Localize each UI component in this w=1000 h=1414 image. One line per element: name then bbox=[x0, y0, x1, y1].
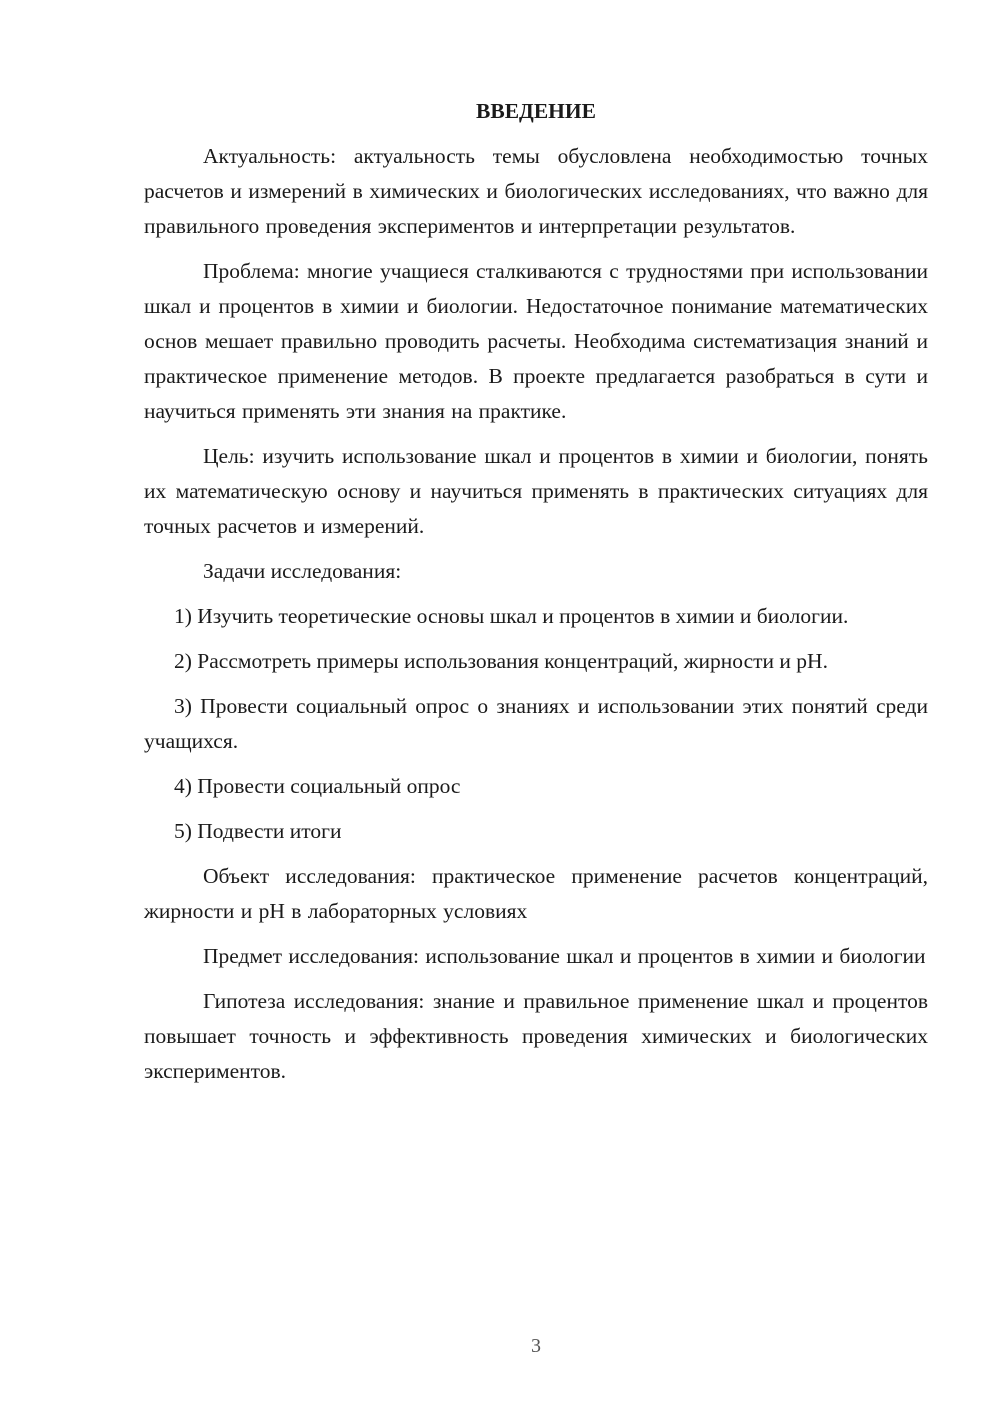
paragraph-problem: Проблема: многие учащиеся сталкиваются с трудностями при использовании шкал и процентов в химии и биологии. Недостаточное понимание математических основ мешает правильно проводить расчеты. Необходима систематизация знаний и практическое применение методов. В проекте предлагается разобраться в сути и научиться применять эти знания на практике. bbox=[144, 259, 928, 423]
paragraph-object: Объект исследования: практическое применение расчетов концентраций, жирности и pH в лабораторных условиях bbox=[144, 864, 928, 923]
task-item-5: 5) Подвести итоги bbox=[174, 819, 342, 843]
task-item-4: 4) Провести социальный опрос bbox=[174, 774, 461, 798]
paragraph-subject: Предмет исследования: использование шкал и процентов в химии и биологии bbox=[203, 944, 926, 968]
task-item-2: 2) Рассмотреть примеры использования концентраций, жирности и pH. bbox=[174, 649, 828, 673]
task-item-3: 3) Провести социальный опрос о знаниях и использовании этих понятий среди учащихся. bbox=[144, 694, 928, 753]
document-body bbox=[144, 94, 928, 1099]
tasks-title: Задачи исследования: bbox=[203, 559, 402, 583]
page-number: 3 bbox=[531, 1335, 541, 1357]
task-item-1: 1) Изучить теоретические основы шкал и процентов в химии и биологии. bbox=[174, 604, 849, 628]
section-heading: ВВЕДЕНИЕ bbox=[476, 99, 596, 123]
paragraph-goal: Цель: изучить использование шкал и процентов в химии и биологии, понять их математическую основу и научиться применять в практических ситуациях для точных расчетов и измерений. bbox=[144, 444, 928, 538]
paragraph-relevance: Актуальность: актуальность темы обусловлена необходимостью точных расчетов и измерений в химических и биологических исследованиях, что важно для правильного проведения экспериментов и интерпретации результатов. bbox=[144, 144, 928, 238]
paragraph-hypothesis: Гипотеза исследования: знание и правильное применение шкал и процентов повышает точность и эффективность проведения химических и биологических экспериментов. bbox=[144, 989, 928, 1083]
